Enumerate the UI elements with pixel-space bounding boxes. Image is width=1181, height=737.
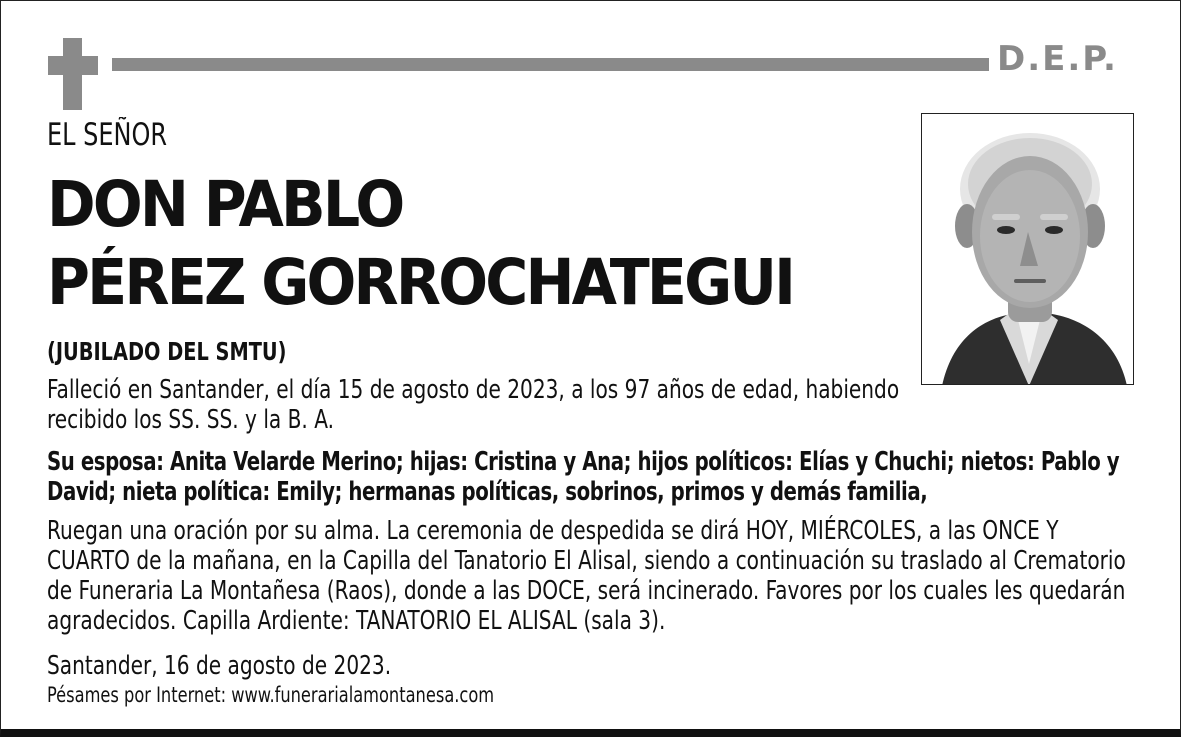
header-divider xyxy=(112,58,989,71)
family-list-text: Su esposa: Anita Velarde Merino; hijas: Cristina y Ana; hijos políticos: Elías y Chuchi; nietos: Pablo y David; nieta política: Emily; hermanas políticas, sobrinos, primos y demás familia, xyxy=(47,447,1120,507)
portrait-photo xyxy=(921,113,1134,385)
place-date-text: Santander, 16 de agosto de 2023. xyxy=(47,651,392,681)
honorific-label: EL SEÑOR xyxy=(47,117,167,153)
deceased-name-line2: PÉREZ GORROCHATEGUI xyxy=(47,246,794,319)
deceased-name-line1: DON PABLO xyxy=(47,168,403,241)
dep-badge: D.E.P. xyxy=(997,39,1118,79)
occupation-note: (JUBILADO DEL SMTU) xyxy=(47,337,287,366)
death-notice-text: Falleció en Santander, el día 15 de agosto de 2023, a los 97 años de edad, habiendo recibido los SS. SS. y la B. A. xyxy=(47,375,900,435)
condolences-website-text: Pésames por Internet: www.funerarialamontanesa.com xyxy=(47,683,495,707)
ceremony-details-text: Ruegan una oración por su alma. La ceremonia de despedida se dirá HOY, MIÉRCOLES, a las ONCE Y CUARTO de la mañana, en la Capilla del Tanatorio El Alisal, siendo a continuación su traslado al Crematorio de Funeraria La Montañesa (Raos), donde a las DOCE, será incinerado. Favores por los cuales les quedarán agradecidos. Capilla Ardiente: TANATORIO EL ALISAL (sala 3). xyxy=(47,516,1126,636)
